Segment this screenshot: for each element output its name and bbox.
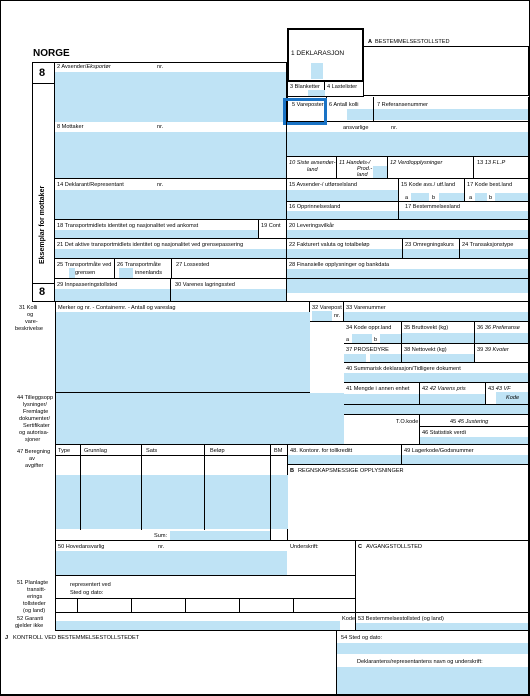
field-32-label-a: 32 Varepost — [312, 305, 342, 311]
field-29-input[interactable] — [55, 289, 170, 301]
field-22-currency[interactable] — [287, 239, 403, 259]
field-53-label: 53 Bestemmelsestollsted (og land) — [358, 616, 444, 622]
field-21-active-transport[interactable] — [55, 239, 287, 259]
field-34-sub-a: a — [346, 337, 350, 343]
field-32-input[interactable] — [312, 311, 332, 321]
field-12-label: 12 Verdiopplysninger — [390, 160, 443, 166]
field-16-label: 16 Opprinnelsesland — [289, 204, 341, 210]
field-7-reference[interactable] — [374, 97, 529, 122]
field-8-nr: nr. — [157, 124, 164, 130]
field-34-input-a[interactable] — [352, 334, 372, 343]
copy-number-box-top — [32, 62, 55, 84]
j-text: KONTROLL VED BESTEMMELSESTOLLSTEDET — [13, 635, 140, 641]
field-31-label-b: og — [27, 312, 34, 318]
field-2-label: 2 Avsender/ — [57, 64, 87, 70]
field-23-input[interactable] — [403, 249, 459, 258]
field-42-input[interactable] — [420, 394, 485, 404]
field-44-label-e: Sertifikater — [23, 423, 50, 429]
field-30-storage[interactable] — [171, 279, 287, 302]
field-28-label: 28 Finansielle opplysninger og bankdata — [289, 262, 390, 268]
field-13[interactable]: 13 13 F.L.P — [474, 157, 529, 179]
field-51-col-1 — [77, 598, 78, 612]
field-15-label: 15 Avsender-/ utførselsland — [289, 182, 357, 188]
field-43-kode: Kode — [506, 395, 520, 401]
field-21-input[interactable] — [55, 249, 286, 258]
b-text: REGNSKAPSMESSIGE OPPLYSNINGER — [298, 468, 404, 474]
field-15a-input-a[interactable] — [411, 193, 429, 201]
field-51-transit[interactable] — [55, 576, 356, 613]
field-39-quota[interactable]: 39 39 Kvoter — [475, 344, 529, 363]
field-46-input[interactable] — [420, 437, 528, 444]
field-25-transport-border[interactable] — [55, 259, 115, 279]
field-37-input-b[interactable] — [370, 354, 401, 362]
field-40-summary[interactable] — [344, 363, 529, 383]
field-36-input[interactable] — [475, 333, 528, 343]
field-44-label-d: dokumenter/ — [19, 416, 51, 422]
field-8-label: 8 Mottaker — [57, 124, 84, 130]
field-17a-sub-a: a — [469, 195, 473, 201]
field-43-valuation[interactable]: 43 43 VF Kode — [486, 383, 529, 405]
field-17a-label: 17 Kode best.land — [467, 182, 513, 188]
field-2-label-italic: Eksportør — [86, 64, 111, 70]
field-52-label-b: gjelder ikke — [15, 623, 44, 629]
field-15a-sub-a: a — [405, 195, 409, 201]
field-46-label: 46 Statistisk verdi — [422, 430, 466, 436]
field-j-control[interactable] — [1, 631, 337, 695]
field-51-col-2 — [131, 598, 132, 612]
field-31-label-d: beskrivelse — [15, 326, 43, 332]
country-title: NORGE — [33, 48, 70, 59]
field-46-statistical[interactable] — [420, 427, 529, 445]
field-15a-label: 15 Kode avs./ utf.land — [401, 182, 456, 188]
field-50-signature-label: Underskrift: — [290, 544, 319, 550]
field-44-input[interactable] — [56, 393, 344, 444]
field-11-label-a: 11 Handels-/ — [339, 160, 371, 166]
field-47-taxes[interactable] — [55, 445, 288, 541]
field-53-destination-office[interactable] — [356, 613, 529, 631]
field-51-label-b: transitt- — [27, 587, 46, 593]
field-26-label-b: innenlands — [135, 270, 163, 276]
field-40-input[interactable] — [344, 373, 528, 382]
field-38-input[interactable] — [402, 354, 474, 362]
field-26-input[interactable] — [119, 268, 133, 278]
field-50-nr: nr. — [158, 544, 165, 550]
field-30-label: 30 Varenes lagringssted — [175, 282, 235, 288]
field-4-loading-lists[interactable] — [325, 82, 364, 97]
field-49-label: 49 Lagerkode/Godsnummer — [404, 448, 474, 454]
field-47-header-line — [56, 455, 288, 456]
field-54-place-date[interactable] — [337, 631, 529, 695]
a-text: BESTEMMELSESTOLLSTED — [375, 39, 450, 45]
field-5-label: 5 Vareposter — [292, 102, 324, 108]
field-54-input[interactable] — [337, 643, 528, 654]
field-32-item-no[interactable] — [310, 302, 344, 322]
field-36-preference[interactable]: 36 36 Preferanse — [475, 322, 529, 344]
a-label: A — [368, 39, 373, 45]
field-52-guarantee[interactable] — [55, 613, 356, 631]
field-17-destination[interactable] — [399, 202, 529, 220]
field-7-label: 7 Referansenummer — [377, 102, 428, 108]
field-18-input[interactable] — [55, 230, 258, 238]
field-45-label: 45 Justering — [457, 419, 489, 425]
field-47-label-b: av — [29, 456, 35, 462]
copy-number-bottom: 8 — [39, 286, 46, 298]
field-48-label: 48. Kontonr. for tollkreditt — [290, 448, 353, 454]
field-42-label: 42 Varens pris — [429, 386, 466, 392]
field-20-label: 20 Leveringsvilkår — [289, 223, 335, 229]
field-33-input[interactable] — [344, 312, 528, 321]
field-38-net[interactable] — [402, 344, 475, 363]
field-28-extra — [287, 279, 529, 302]
field-20-input[interactable] — [287, 230, 528, 238]
b-label: B — [290, 468, 295, 474]
field-31-label-c: vare- — [25, 319, 38, 325]
field-15a-sub-b: b — [432, 195, 436, 201]
field-8-consignee[interactable] — [55, 122, 287, 179]
field-44-label-g: sjoner — [25, 437, 41, 443]
field-53-input[interactable] — [356, 623, 528, 630]
field-23-label: 23 Omregningskurs — [405, 242, 454, 248]
field-44-label-b: lysninger/ — [23, 402, 47, 408]
field-15-input[interactable] — [287, 190, 398, 201]
field-36-label: 36 Preferanse — [484, 325, 520, 331]
field-51-label-a: 51 Planlagte — [17, 580, 49, 586]
field-10-label-b: land — [307, 167, 318, 173]
field-34-origin-code[interactable] — [344, 322, 402, 344]
field-47-col-line-3 — [204, 445, 205, 530]
copy-number-box-bottom — [32, 284, 55, 302]
field-9-nr: nr. — [391, 125, 398, 131]
field-22-label: 22 Fakturert valuta og totalbeløp — [289, 242, 370, 248]
field-54-label: 54 Sted og dato: — [341, 635, 383, 641]
field-9-label: ansvarlige — [343, 125, 369, 131]
field-5-highlight — [283, 98, 327, 125]
col-sats: Sats — [146, 448, 158, 454]
field-15a-input-b[interactable] — [439, 193, 464, 201]
field-52-label-a: 52 Garanti — [17, 616, 44, 622]
field-18-label: 18 Transportmidlets identitet og nasjonalitet ved ankomst — [57, 223, 199, 229]
field-51-rep: representert ved — [70, 582, 111, 588]
field-2-exporter[interactable] — [55, 62, 287, 122]
field-25-label-a: 25 Transportmåte ved — [57, 262, 112, 268]
field-24-transaction[interactable] — [460, 239, 529, 259]
field-51-col-5 — [293, 598, 294, 612]
field-44-label-f: og autorisa- — [19, 430, 49, 436]
field-29-label: 29 Innpasseringstollsted — [57, 282, 118, 288]
c-text: AVGANGSTOLLSTED — [366, 544, 423, 550]
field-a-office — [364, 46, 529, 96]
field-18-transport-arrival[interactable] — [55, 220, 259, 239]
field-17-input[interactable] — [399, 211, 528, 219]
field-c-departure[interactable] — [356, 541, 529, 613]
field-16-origin[interactable] — [287, 202, 399, 220]
j-label: J — [5, 635, 9, 641]
field-14-label: 14 Deklarant/Representant — [57, 182, 124, 188]
field-52-input[interactable] — [56, 621, 340, 630]
field-47-input[interactable] — [56, 475, 288, 529]
field-27-unloading[interactable] — [172, 259, 287, 279]
field-28-input-extra[interactable] — [287, 279, 528, 293]
field-30-input[interactable] — [171, 289, 286, 301]
field-49-warehouse[interactable] — [402, 445, 529, 465]
copy-number-top: 8 — [39, 67, 46, 79]
field-28-input[interactable] — [287, 269, 528, 278]
field-3-label: 3 Blanketter — [290, 84, 320, 90]
field-17a-input-a[interactable] — [475, 193, 487, 201]
field-21-label: 21 Det aktive transportmidlets identitet og nasjonalitet ved grensepassering — [57, 242, 244, 248]
field-37-input-a[interactable] — [344, 354, 366, 362]
field-17a-input-b[interactable] — [495, 193, 528, 201]
field-17a-code[interactable] — [465, 179, 529, 202]
field-51-sted: Sted og dato: — [70, 590, 104, 596]
field-11-input[interactable] — [373, 166, 387, 178]
field-40-label: 40 Summarisk deklarasjon/Tidligere dokument — [346, 366, 461, 372]
field-14-nr: nr. — [157, 182, 164, 188]
field-44-code-row — [344, 405, 529, 415]
field-51-label-c: erings — [27, 594, 43, 600]
field-11-label-c: land — [357, 172, 368, 178]
field-6-label: 6 Antall kolli — [329, 102, 359, 108]
field-37-procedure[interactable] — [344, 344, 402, 363]
field-49-input[interactable] — [402, 455, 528, 464]
field-51-col-4 — [239, 598, 240, 612]
field-b-accounting[interactable] — [288, 465, 529, 541]
field-52-kode: Kode — [342, 616, 356, 622]
field-44-additional[interactable] — [55, 393, 344, 445]
field-19-container[interactable] — [259, 220, 287, 239]
field-34-sub-b: b — [374, 337, 378, 343]
field-24-label: 24 Transaksjonstype — [462, 242, 514, 248]
field-tokode[interactable] — [344, 415, 420, 445]
field-11-label-b: Prod.- — [357, 166, 373, 172]
field-31-title: Merker og nr. - Containernr. - Antall og vareslag — [58, 305, 176, 311]
field-44-code-input[interactable] — [344, 405, 528, 414]
field-9-input[interactable] — [287, 132, 528, 156]
field-34-label: 34 Kode oppr.land — [346, 325, 392, 331]
col-grunnlag: Grunnlag — [84, 448, 108, 454]
field-1-declaration[interactable] — [287, 28, 364, 82]
field-15a-code[interactable] — [399, 179, 465, 202]
field-22-input[interactable] — [287, 249, 402, 258]
field-37-label: 37 PROSEDYRE — [346, 347, 389, 353]
field-31-label-a: 31 Kolli — [19, 305, 38, 311]
field-10-label-a: 10 Siste avsender- — [289, 160, 336, 166]
field-28-financial[interactable] — [287, 259, 529, 279]
field-44-label-a: 44 Tilleggsopp — [17, 395, 54, 401]
copy-label: Eksemplar for mottaker — [39, 185, 46, 264]
field-47-col-line-1 — [80, 445, 81, 530]
field-48-input[interactable] — [288, 455, 401, 464]
field-47-sum-label: Sum: — [154, 533, 168, 539]
field-41-quantity[interactable] — [344, 383, 420, 405]
field-31-input[interactable] — [56, 312, 310, 392]
col-belop: Beløp — [210, 448, 225, 454]
field-45-adjustment[interactable]: 45 45 Justering — [420, 415, 529, 427]
field-1-label: 1 DEKLARASJON — [291, 50, 345, 57]
field-3-forms[interactable] — [287, 82, 325, 97]
col-type: Type — [58, 448, 71, 454]
field-12[interactable] — [388, 157, 474, 179]
field-50-input[interactable] — [56, 551, 287, 575]
field-25-label-b: grensen — [75, 270, 96, 276]
field-47-label-a: 47 Beregning — [17, 449, 51, 455]
field-2-input[interactable] — [55, 72, 286, 122]
field-51-row-line — [56, 598, 356, 599]
field-41-label: 41 Mengde i annen enhet — [346, 386, 410, 392]
field-39-label: 39 Kvoter — [484, 347, 509, 353]
field-24-input[interactable] — [460, 249, 528, 258]
field-29-entry-office[interactable] — [55, 279, 171, 302]
field-9-responsible[interactable] — [287, 122, 529, 157]
col-bm: BM — [274, 448, 283, 454]
field-43-label: 43 VF — [495, 386, 511, 392]
field-54-sign-label: Deklarantens/representantens navn og underskrift: — [357, 659, 483, 665]
field-34-input-b[interactable] — [380, 334, 401, 343]
field-15-country[interactable] — [287, 179, 399, 202]
field-41-input[interactable] — [344, 394, 419, 404]
field-35-input[interactable] — [402, 333, 474, 343]
field-27-label: 27 Lossested — [176, 262, 210, 268]
field-31-goods[interactable] — [55, 302, 310, 393]
field-33-commodity[interactable] — [344, 302, 529, 322]
field-20-delivery[interactable] — [287, 220, 529, 239]
field-51-label-d: tollsteder — [23, 601, 46, 607]
field-3-input[interactable] — [308, 90, 325, 96]
field-47-sum-input[interactable] — [170, 531, 270, 540]
field-50-principal[interactable] — [55, 541, 356, 576]
field-47-col-line-2 — [141, 445, 142, 530]
copy-label-box — [32, 84, 55, 284]
field-7-input[interactable] — [374, 109, 528, 120]
field-2-nr: nr. — [157, 64, 164, 70]
field-54-sign-input[interactable] — [337, 667, 528, 694]
field-16-input[interactable] — [287, 211, 398, 219]
field-44-label-c: Fremlagte — [23, 409, 49, 415]
field-47-col-line-4 — [270, 445, 271, 540]
field-42-price[interactable]: 42 42 Varens pris — [420, 383, 486, 405]
field-19-label: 19 Cont — [261, 223, 281, 229]
field-8-input[interactable] — [55, 132, 286, 178]
c-label: C — [358, 544, 363, 550]
field-23-exchange[interactable] — [403, 239, 460, 259]
field-17-label: 17 Bestemmelsesland — [405, 204, 461, 210]
tokode-label: T.O.kode — [396, 419, 419, 425]
field-35-gross[interactable] — [402, 322, 475, 344]
field-6-input[interactable] — [347, 109, 373, 120]
field-33-label: 33 Varenummer — [346, 305, 386, 311]
field-51-col-3 — [185, 598, 186, 612]
field-48-account[interactable] — [288, 445, 402, 465]
field-38-label: 38 Nettovekt (kg) — [404, 347, 447, 353]
field-47-label-c: avgifter — [25, 463, 44, 469]
field-10[interactable] — [287, 157, 337, 179]
field-35-label: 35 Bruttovekt (kg) — [404, 325, 449, 331]
field-14-input[interactable] — [55, 190, 286, 219]
field-25-input[interactable] — [69, 268, 75, 278]
field-26-transport-inland[interactable] — [115, 259, 172, 279]
field-14-declarant[interactable] — [55, 179, 287, 220]
field-51-label-e: (og land) — [23, 608, 46, 614]
field-26-label-a: 26 Transportmåte — [117, 262, 161, 268]
field-1-input-a[interactable] — [311, 63, 323, 79]
field-6-packages[interactable] — [327, 97, 374, 122]
field-13-label: 13 F.L.P — [484, 160, 506, 166]
field-11[interactable] — [337, 157, 388, 179]
field-17a-sub-b: b — [489, 195, 493, 201]
field-4-label: 4 Lastelister — [327, 84, 358, 90]
field-32-label-b: nr. — [334, 313, 341, 319]
field-50-label: 50 Hovedansvarlig — [58, 544, 105, 550]
